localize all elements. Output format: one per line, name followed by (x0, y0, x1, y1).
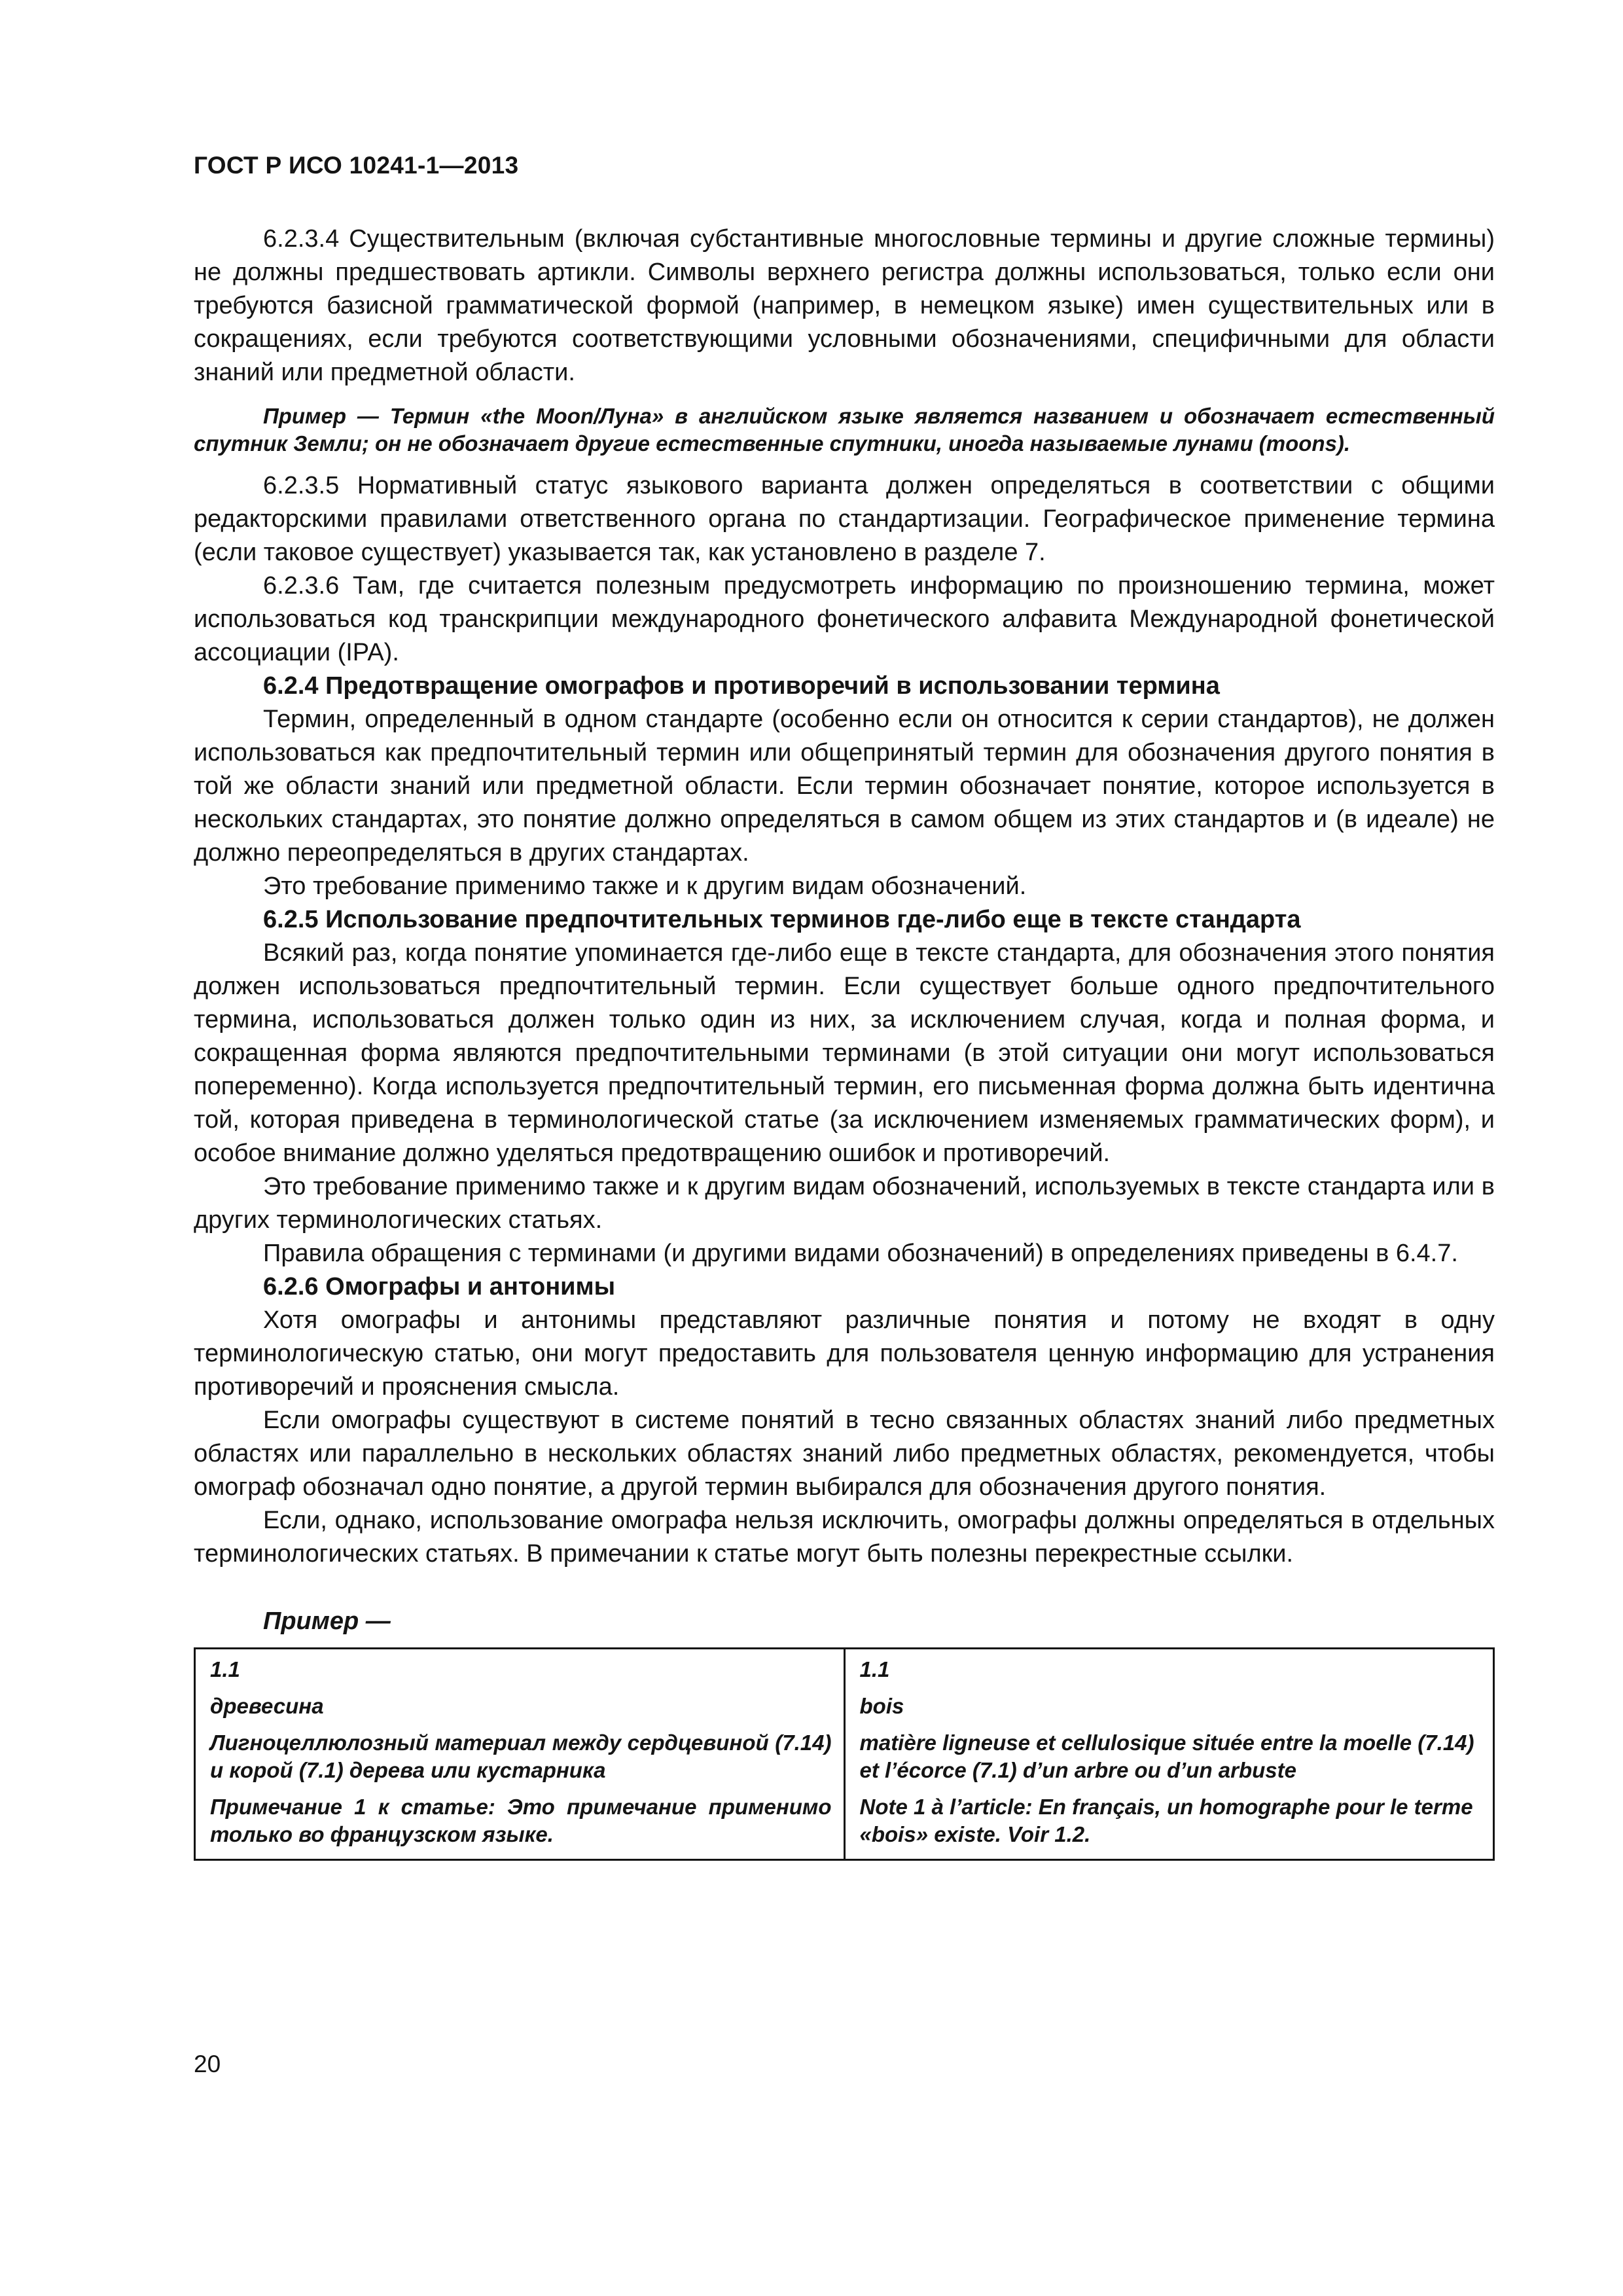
paragraph-6-2-6-b: Если омографы существуют в системе понятий в тесно связанных областях знаний либо предметных областях или параллельно в нескольких областях знаний либо предметных областях, рекомендуется, чтобы омограф обозначал одно понятие, а другой термин выбирался для обозначения другого понятия. (194, 1407, 1495, 1501)
example-table (194, 1647, 1495, 1861)
paragraph-6-2-5-c: Правила обращения с терминами (и другими видами обозначений) в определениях приведены в 6.4.7. (263, 1240, 1458, 1267)
entry-term: древесина (210, 1694, 324, 1718)
table-cell-french (844, 1649, 1494, 1860)
document-body (194, 223, 1495, 1861)
paragraph-6-2-3-4: 6.2.3.4 Существительным (включая субстантивные многословные термины и другие сложные термины) не должны предшествовать артикли. Символы верхнего регистра должны использоваться, только если они требуются базисной грамматической формой (например, в немецком языке) имен существительных или в сокращениях, если требуются соответствующими условными обозначениями, специфичными для области знаний или предметной области. (194, 225, 1495, 386)
entry-term: bois (859, 1694, 904, 1718)
section-heading-6-2-5: 6.2.5 Использование предпочтительных терминов где-либо еще в тексте стандарта (263, 906, 1301, 933)
paragraph-6-2-6-c: Если, однако, использование омографа нельзя исключить, омографы должны определяться в отдельных терминологических статьях. В примечании к статье могут быть полезны перекрестные ссылки. (194, 1507, 1495, 1568)
example-moon: Пример — Термин «the Moon/Луна» в английском языке является названием и обозначает естественный спутник Земли; он не обозначает другие естественные спутники, иногда называемые лунами (moons). (194, 404, 1495, 456)
entry-number: 1.1 (859, 1657, 890, 1681)
document-header: ГОСТ Р ИСО 10241-1—2013 (194, 152, 519, 179)
paragraph-6-2-4-a: Термин, определенный в одном стандарте (особенно если он относится к серии стандартов), не должен использоваться как предпочтительный термин или общепринятый термин для обозначения другого понятия в той же области знаний или предметной области. Если термин обозначает понятие, которое используется в нескольких стандартах, это понятие должно определяться в самом общем из этих стандартов и (в идеале) не должно переопределяться в других стандартах. (194, 706, 1495, 867)
example-label: Пример — (263, 1607, 391, 1635)
entry-note: Примечание 1 к статье: Это примечание применимо только во французском языке. (210, 1795, 832, 1846)
paragraph-6-2-3-6: 6.2.3.6 Там, где считается полезным предусмотреть информацию по произношению термина, может использоваться код транскрипции международного фонетического алфавита Международной фонетической ассоциации (IPA). (194, 572, 1495, 666)
entry-definition: Лигноцеллюлозный материал между сердцевиной (7.14) и корой (7.1) дерева или кустарника (210, 1731, 832, 1782)
paragraph-6-2-6-a: Хотя омографы и антонимы представляют различные понятия и потому не входят в одну терминологическую статью, они могут предоставить для пользователя ценную информацию для устранения противоречий и прояснения смысла. (194, 1306, 1495, 1401)
paragraph-6-2-3-5: 6.2.3.5 Нормативный статус языкового варианта должен определяться в соответствии с общими редакторскими правилами ответственного органа по стандартизации. Географическое применение термина (если таковое существует) указывается так, как установлено в разделе 7. (194, 472, 1495, 566)
table-row (195, 1649, 1494, 1860)
paragraph-6-2-4-b: Это требование применимо также и к другим видам обозначений. (263, 872, 1027, 900)
section-heading-6-2-4: 6.2.4 Предотвращение омографов и противоречий в использовании термина (263, 672, 1220, 700)
entry-definition: matière ligneuse et cellulosique située entre la moelle (7.14) et l’écorce (7.1) d’un arbre ou d’un arbuste (859, 1731, 1474, 1782)
entry-number: 1.1 (210, 1657, 240, 1681)
paragraph-6-2-5-b: Это требование применимо также и к другим видам обозначений, используемых в тексте стандарта или в других терминологических статьях. (194, 1173, 1495, 1234)
page-number: 20 (194, 2051, 221, 2077)
entry-note: Note 1 à l’article: En français, un homographe pour le terme «bois» existe. Voir 1.2. (859, 1795, 1473, 1846)
table-cell-russian (195, 1649, 845, 1860)
paragraph-6-2-5-a: Всякий раз, когда понятие упоминается где-либо еще в тексте стандарта, для обозначения этого понятия должен использоваться предпочтительный термин. Если существует больше одного предпочтительного термина, использоваться должен только один из них, за исключением случая, когда и полная форма, и сокращенная форма являются предпочтительными терминами (в этой ситуации они могут использоваться попеременно). Когда используется предпочтительный термин, его письменная форма должна быть идентична той, которая приведена в терминологической статье (за исключением изменяемых грамматических форм), и особое внимание должно уделяться предотвращению ошибок и противоречий. (194, 939, 1495, 1167)
section-heading-6-2-6: 6.2.6 Омографы и антонимы (263, 1273, 616, 1300)
